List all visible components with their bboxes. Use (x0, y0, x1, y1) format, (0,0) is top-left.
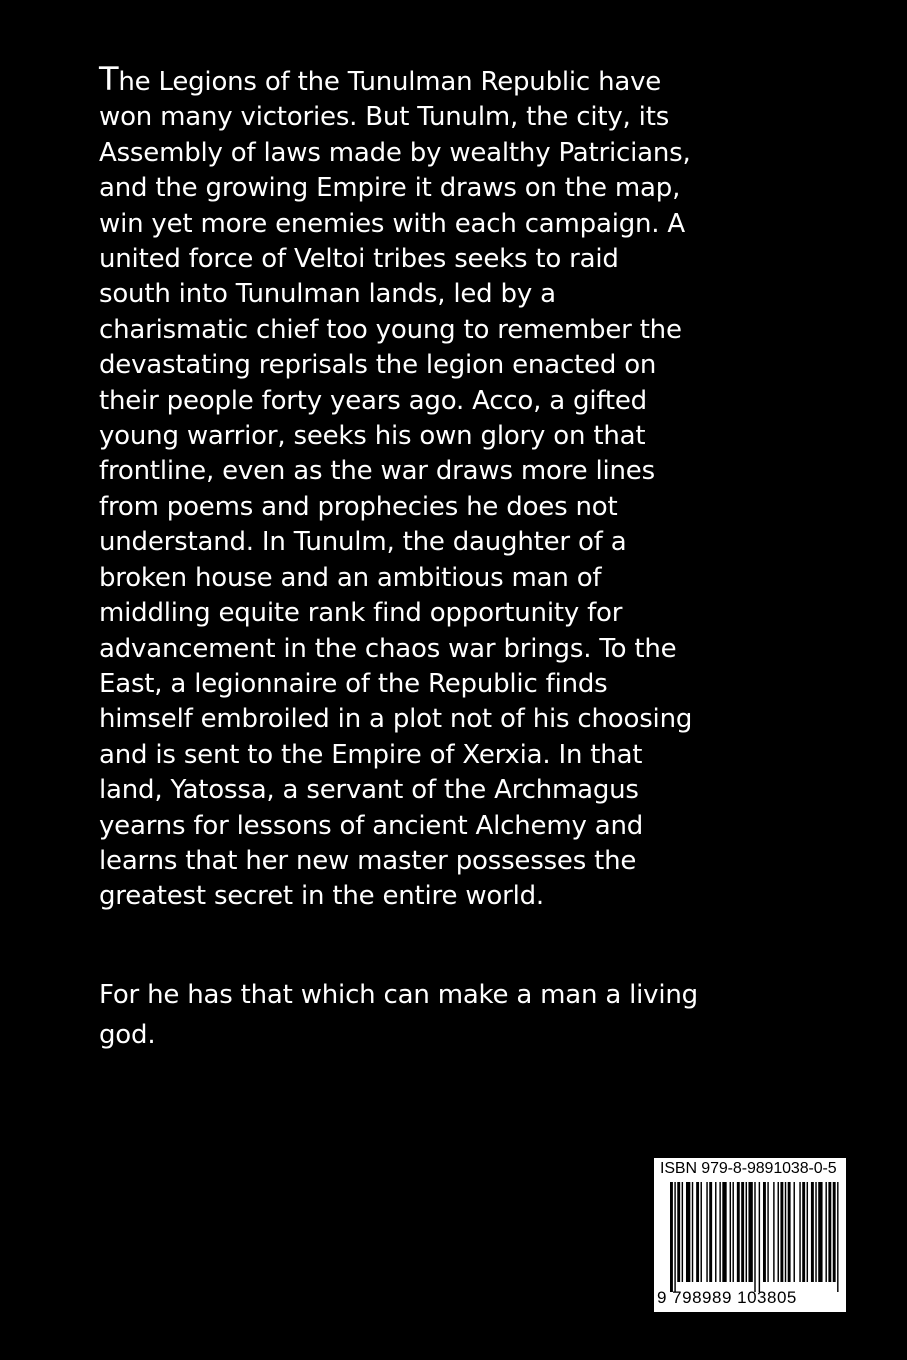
barcode-bar (746, 1182, 747, 1282)
blurb-first-letter: T (99, 60, 119, 98)
barcode-bar (682, 1182, 683, 1282)
isbn-barcode (654, 1158, 846, 1312)
blurb-line: south into Tunulman lands, led by a (99, 279, 556, 310)
blurb-line: himself embroiled in a plot not of his choosing (99, 704, 693, 735)
barcode-bar (785, 1182, 786, 1282)
isbn-label: ISBN 979-8-9891038-0-5 (660, 1160, 837, 1177)
blurb-line: East, a legionnaire of the Republic finds (99, 668, 608, 699)
barcode-bar (815, 1182, 816, 1282)
barcode-bars (670, 1182, 840, 1292)
barcode-bar (692, 1182, 693, 1282)
barcode-bar (828, 1182, 831, 1282)
blurb-line: and is sent to the Empire of Xerxia. In that (99, 739, 643, 770)
barcode-bar (811, 1182, 814, 1282)
barcode-bar (715, 1182, 716, 1282)
blurb-line: won many victories. But Tunulm, the city, its (99, 102, 670, 133)
barcode-bar (674, 1182, 675, 1292)
barcode-bar (788, 1182, 791, 1282)
blurb-line: middling equite rank find opportunity for (99, 598, 623, 629)
barcode-bar (696, 1182, 699, 1282)
barcode-bar (794, 1182, 795, 1282)
barcode-bar (709, 1182, 712, 1282)
barcode-bar (825, 1182, 826, 1282)
barcode-bar (767, 1182, 768, 1282)
blurb-line: frontline, even as the war draws more lines (99, 456, 655, 487)
blurb-line: broken house and an ambitious man of (99, 562, 602, 593)
barcode-bar (778, 1182, 779, 1282)
barcode-bar (686, 1182, 690, 1282)
barcode-bar (670, 1182, 673, 1292)
barcode-bar (722, 1182, 726, 1282)
closing-line: For he has that which can make a man a living (99, 980, 698, 1010)
barcode-bar (818, 1182, 822, 1282)
barcode-bar (833, 1182, 836, 1282)
barcode-bar (807, 1182, 808, 1282)
blurb-line: Assembly of laws made by wealthy Patricians, (99, 137, 691, 168)
blurb-line: learns that her new master possesses the (99, 845, 637, 876)
barcode-bar (732, 1182, 733, 1282)
blurb-line: their people forty years ago. Acco, a gifted (99, 385, 647, 416)
blurb-line: advancement in the chaos war brings. To the (99, 633, 677, 664)
blurb-line: yearns for lessons of ancient Alchemy and (99, 810, 644, 841)
barcode-bar (706, 1182, 707, 1282)
barcode-bar (748, 1182, 752, 1282)
barcode-bar (741, 1182, 744, 1282)
blurb-line: understand. In Tunulm, the daughter of a (99, 527, 627, 558)
blurb-line: united force of Veltoi tribes seeks to raid (99, 244, 619, 275)
barcode-bar (799, 1182, 800, 1282)
barcode-bar (737, 1182, 740, 1282)
blurb-line (99, 62, 879, 100)
blurb-line: land, Yatossa, a servant of the Archmagus (99, 775, 639, 806)
blurb-line: from poems and prophecies he does not (99, 491, 618, 522)
barcode-digits: 9 798989 103805 (657, 1288, 797, 1307)
blurb-line: greatest secret in the entire world. (99, 881, 544, 912)
blurb-line: win yet more enemies with each campaign. A (99, 208, 686, 239)
barcode-bar (763, 1182, 766, 1282)
barcode-bar (754, 1182, 755, 1292)
blurb-first-line-rest: he Legions of the Tunulman Republic have (118, 67, 662, 97)
barcode-bar (773, 1182, 774, 1282)
closing-line: god. (99, 1020, 156, 1050)
blurb-line: devastating reprisals the legion enacted on (99, 350, 657, 381)
barcode-bar (701, 1182, 702, 1282)
barcode-bar (730, 1182, 731, 1282)
barcode-bar (677, 1182, 680, 1282)
barcode-bar (759, 1182, 760, 1292)
closing-tagline (99, 975, 879, 1055)
barcode-bar (719, 1182, 720, 1282)
barcode-bar (780, 1182, 783, 1282)
back-cover-blurb (99, 62, 879, 915)
blurb-line: and the growing Empire it draws on the map, (99, 173, 681, 204)
barcode-bar (802, 1182, 805, 1282)
blurb-line: charismatic chief too young to remember the (99, 314, 682, 345)
barcode-bar (837, 1182, 838, 1292)
blurb-line: young warrior, seeks his own glory on that (99, 421, 646, 452)
